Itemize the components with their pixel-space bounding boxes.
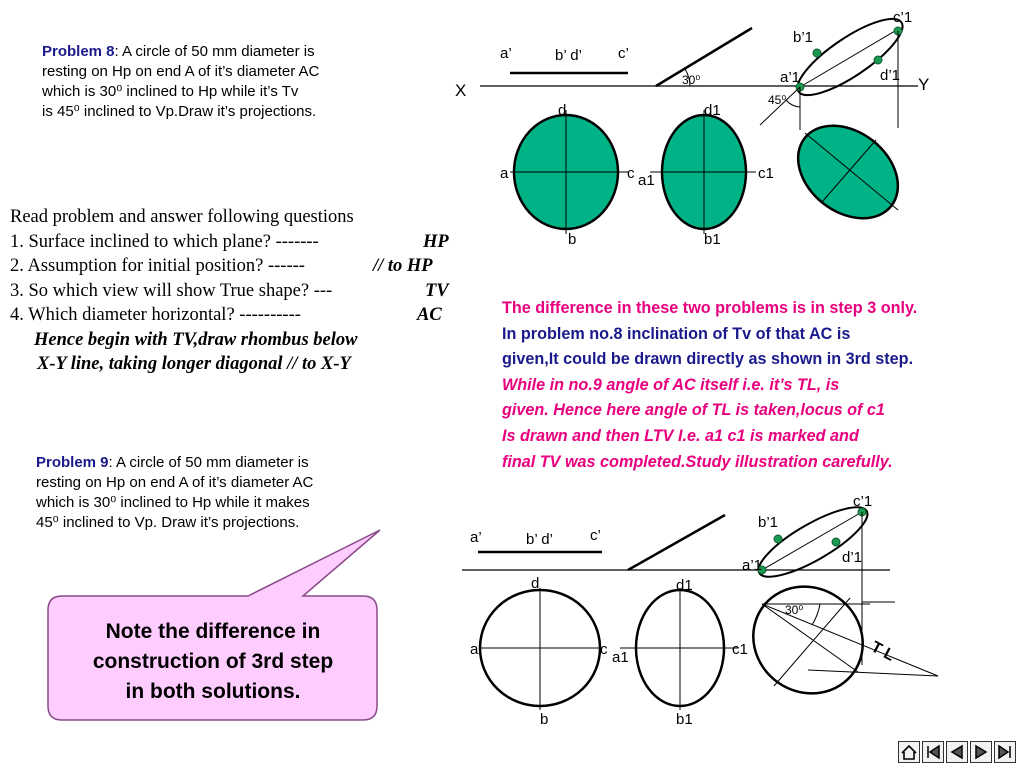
first-slide-button[interactable] — [922, 741, 944, 763]
question-intro: Read problem and answer following questions — [10, 207, 354, 227]
callout-line: Note the difference in — [105, 620, 321, 643]
first-icon — [923, 742, 943, 762]
problem-8-line: is 45⁰ inclined to Vp.Draw it’s projections. — [42, 103, 317, 120]
difference-line: Is drawn and then LTV I.e. a1 c1 is marked and — [502, 426, 859, 445]
label: a — [470, 641, 479, 658]
label: d — [531, 575, 540, 592]
difference-line: given. Hence here angle of TL is taken,locus of c1 — [502, 401, 885, 420]
problem-9-line: resting on Hp on end A of it’s diameter AC — [36, 474, 314, 491]
prev-icon — [947, 742, 967, 762]
label: d1 — [676, 577, 693, 594]
label: b’ d’ — [526, 531, 553, 548]
angle-label: 45⁰ — [768, 93, 787, 107]
problem-8-line: which is 30⁰ inclined to Hp while it’s Tv — [42, 83, 299, 100]
difference-line: In problem no.8 inclination of Tv of that AC is — [502, 324, 851, 343]
problem-8-line: resting on Hp on end A of it’s diameter AC — [42, 63, 320, 80]
next-slide-button[interactable] — [970, 741, 992, 763]
label: c1 — [758, 165, 774, 182]
home-icon — [899, 742, 919, 762]
label: c — [600, 641, 608, 658]
label: a’ — [470, 529, 482, 546]
label: c1 — [732, 641, 748, 658]
label: b — [540, 711, 549, 728]
label: b’1 — [793, 29, 814, 46]
problem-9-line: which is 30⁰ inclined to Hp while it makes — [36, 494, 310, 511]
tl-label: T L — [868, 638, 898, 665]
hint-line: Hence begin with TV,draw rhombus below — [34, 329, 358, 350]
label: a’ — [500, 45, 512, 62]
label: d’1 — [880, 67, 901, 84]
x-label: X — [455, 81, 467, 100]
label: a’1 — [780, 69, 801, 86]
label: a1 — [612, 649, 629, 666]
next-icon — [971, 742, 991, 762]
question-text: 4. Which diameter horizontal? ---------- — [10, 305, 301, 325]
label: b’ d’ — [555, 47, 582, 64]
difference-line: given,It could be drawn directly as shown in 3rd step. — [502, 350, 914, 369]
difference-line: While in no.9 angle of AC itself i.e. it’s TL, is — [502, 375, 840, 394]
label: b’1 — [758, 514, 779, 531]
problem-9-heading: Problem 9 — [36, 454, 109, 471]
angle-label: 30⁰ — [785, 603, 804, 617]
y-label: Y — [918, 75, 930, 94]
label: b — [568, 231, 577, 248]
difference-line: final TV was completed.Study illustration carefully. — [502, 452, 893, 471]
label: b1 — [676, 711, 693, 728]
callout-line: construction of 3rd step — [92, 650, 334, 673]
problem-9-line: : A circle of 50 mm diameter is — [108, 454, 309, 471]
problem-8-line: : A circle of 50 mm diameter is — [114, 43, 315, 60]
label: c’1 — [853, 493, 873, 510]
problem-9-line: 45⁰ inclined to Vp. Draw it’s projections. — [36, 514, 300, 531]
question-text: 2. Assumption for initial position? ------ — [10, 256, 305, 276]
label: c — [627, 165, 635, 182]
answer-text: HP — [423, 231, 449, 252]
last-icon — [995, 742, 1015, 762]
label: c’ — [618, 45, 629, 62]
label: d1 — [704, 102, 721, 119]
label: a — [500, 165, 509, 182]
home-button[interactable] — [898, 741, 920, 763]
label: b1 — [704, 231, 721, 248]
answer-text: TV — [425, 280, 449, 301]
answer-text: AC — [417, 305, 442, 325]
difference-line: The difference in these two problems is in step 3 only. — [502, 299, 918, 317]
label: d — [558, 102, 567, 119]
label: d’1 — [842, 549, 863, 566]
prev-slide-button[interactable] — [946, 741, 968, 763]
label: a1 — [638, 172, 655, 189]
label: c’1 — [893, 9, 913, 26]
angle-label: 30⁰ — [682, 73, 701, 87]
hint-line: X-Y line, taking longer diagonal // to X-Y — [37, 354, 351, 374]
question-text: 1. Surface inclined to which plane? ------- — [10, 231, 319, 252]
label: c’ — [590, 527, 601, 544]
question-text: 3. So which view will show True shape? --- — [10, 280, 333, 301]
answer-text: // to HP — [373, 256, 433, 276]
callout-line: in both solutions. — [125, 680, 301, 703]
last-slide-button[interactable] — [994, 741, 1016, 763]
label: a’1 — [742, 557, 763, 574]
problem-8-heading: Problem 8 — [42, 43, 115, 60]
